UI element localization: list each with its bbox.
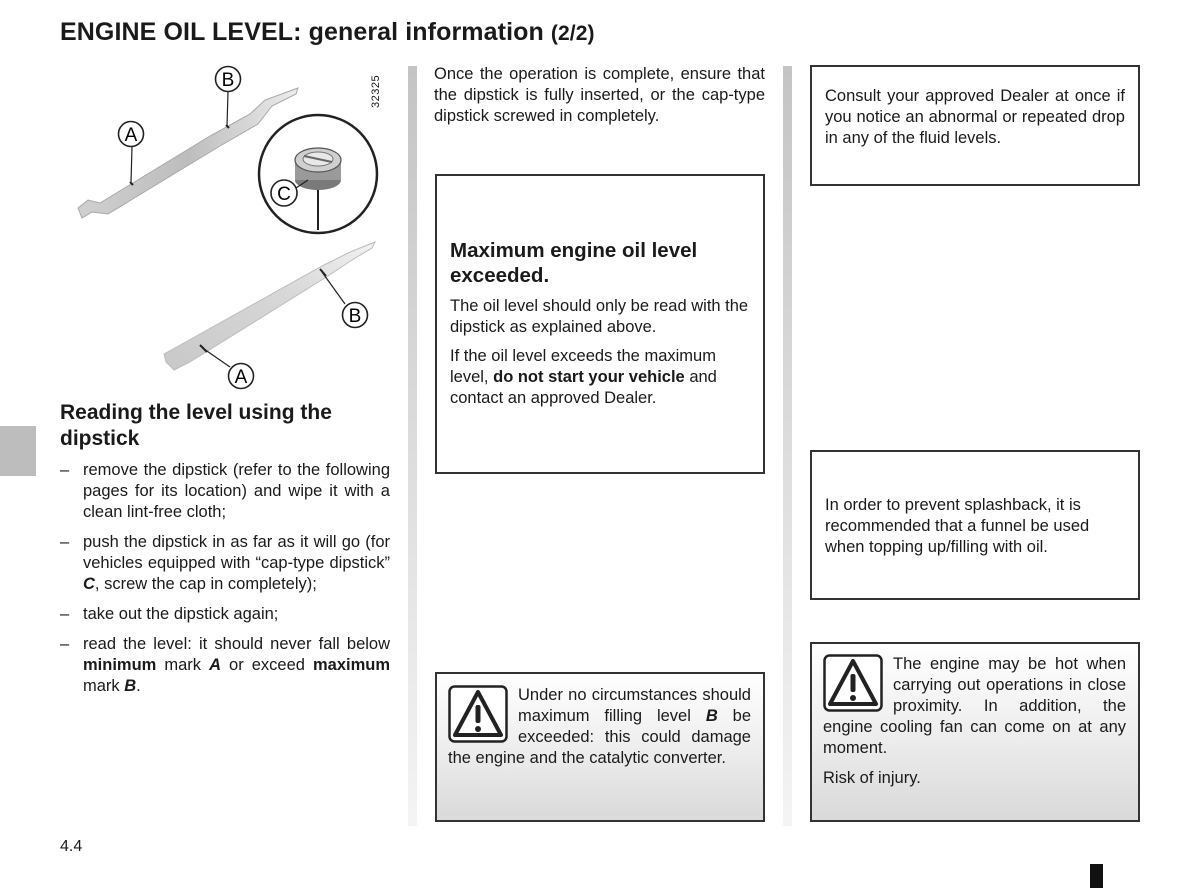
list-item: – remove the dipstick (refer to the following pages for its location) and wipe it with a clean lint-free cloth;	[60, 460, 390, 523]
dealer-text: Consult your approved Dealer at once if you notice an abnormal or repeated drop in any of the fluid levels.	[825, 87, 1125, 147]
section-heading: Reading the level using the dipstick	[60, 401, 332, 450]
callout-b-bottom	[343, 303, 368, 328]
section-thumb-tab	[0, 426, 36, 476]
cap-letter: C	[83, 575, 95, 593]
max-level-heading: Maximum engine oil level exceeded.	[450, 239, 698, 287]
page-title-suffix: (2/2)	[550, 22, 595, 45]
max-level-box	[435, 174, 765, 474]
svg-text:C: C	[277, 184, 291, 205]
max-level-p2: If the oil level exceeds the maximum level, do not start your vehicle and contact an approved Dealer.	[450, 347, 717, 407]
dealer-box	[810, 65, 1140, 186]
warning-triangle-icon	[823, 654, 883, 712]
callout-b-top	[216, 67, 241, 92]
warning-hot-p2: Risk of injury.	[823, 769, 921, 787]
page-title	[60, 18, 595, 47]
figure-code: 32325	[370, 74, 382, 108]
cap-dipstick-detail	[259, 115, 377, 233]
column-divider-right	[783, 66, 792, 826]
page-title-text: ENGINE OIL LEVEL: general information	[60, 18, 544, 46]
dipstick-illustration	[60, 62, 405, 392]
list-item: – take out the dipstick again;	[60, 604, 390, 625]
page-edge-marker	[1090, 864, 1103, 888]
callout-c	[271, 180, 297, 206]
warning-triangle-icon	[448, 685, 508, 743]
list-item: – push the dipstick in as far as it will go (for vehicles equipped with “cap-type dipstick” C, screw the cap in completely);	[60, 532, 390, 595]
steps-list	[60, 460, 390, 706]
callout-a-top	[119, 122, 144, 147]
warning-box-engine-hot	[810, 642, 1140, 822]
warning-box-filling	[435, 672, 765, 822]
completion-note: Once the operation is complete, ensure that the dipstick is fully inserted, or the cap-type dipstick screwed in completely.	[434, 65, 765, 125]
svg-text:B: B	[348, 306, 362, 327]
funnel-text: In order to prevent splashback, it is recommended that a funnel be used when topping up/filling with oil.	[825, 496, 1090, 556]
callout-a-bottom	[229, 364, 254, 389]
list-item: – read the level: it should never fall below minimum mark A or exceed maximum mark B.	[60, 634, 390, 697]
svg-text:A: A	[124, 125, 138, 146]
warning-hot-p1: The engine may be hot when carrying out operations in close proximity. In addition, the engine cooling fan can come on at any moment.	[823, 655, 1126, 757]
svg-text:A: A	[234, 367, 248, 388]
max-level-p1: The oil level should only be read with the dipstick as explained above.	[450, 297, 749, 336]
page-number: 4.4	[60, 838, 83, 855]
funnel-box	[810, 450, 1140, 600]
svg-text:B: B	[221, 70, 235, 91]
column-divider-left	[408, 66, 417, 826]
warning-filling-text: Under no circumstances should maximum filling level B be exceeded: this could damage the engine and the catalytic converter.	[448, 686, 752, 767]
lower-dipstick	[164, 242, 375, 370]
